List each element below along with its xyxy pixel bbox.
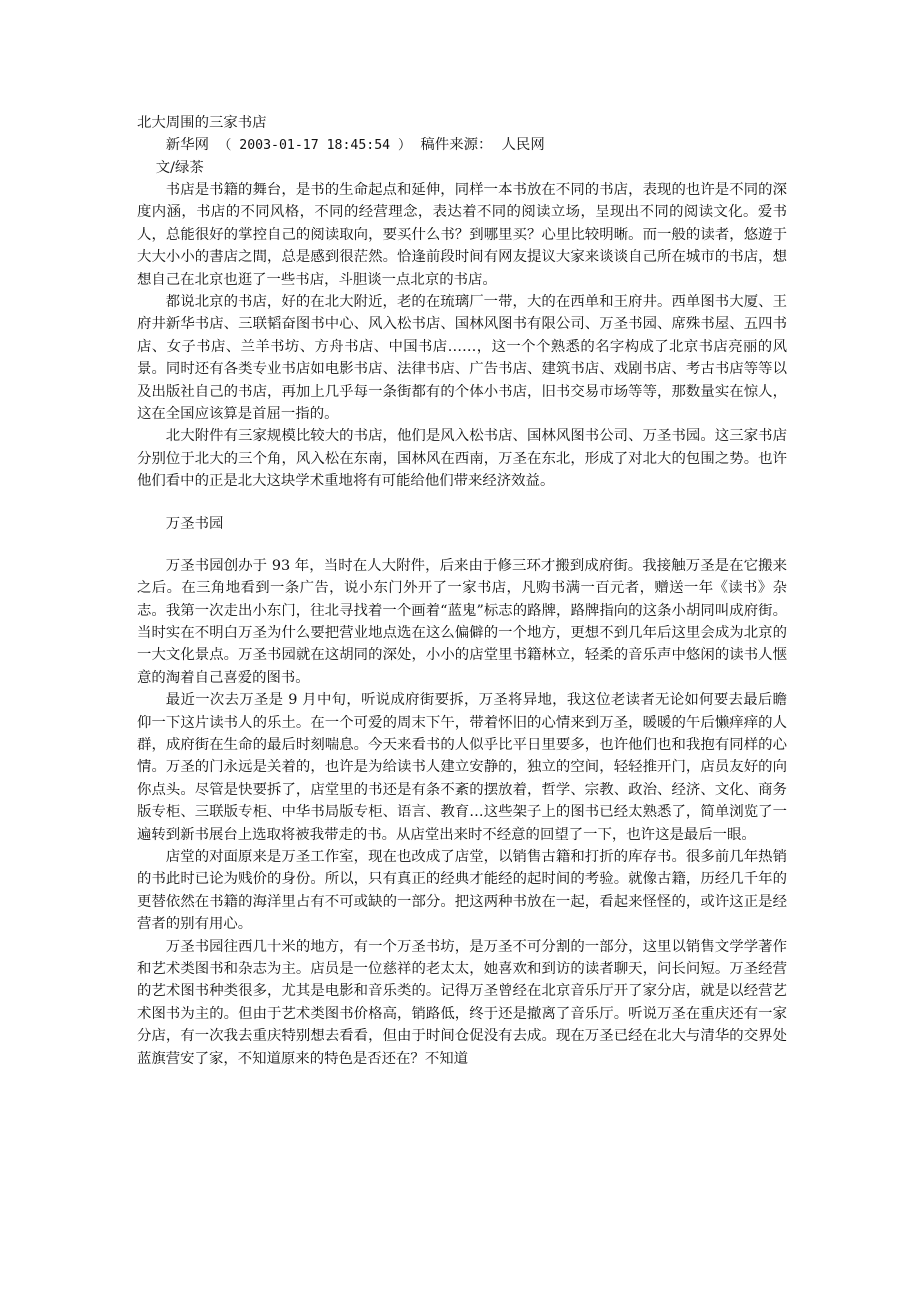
section-paragraph-4: 万圣书园往西几十米的地方，有一个万圣书坊，是万圣不可分割的一部分，这里以销售文学学著作和艺术类图书和杂志为主。店员是一位慈祥的老太太，她喜欢和到访的读者聊天，问长问短。万圣经营的艺术图书种类很多，尤其是电影和音乐类的。记得万圣曾经在北京音乐厅开了家分店，就是以经营艺术图书为主的。但由于艺术类图书价格高，销路低，终于还是撤离了音乐厅。听说万圣在重庆还有一家分店，有一次我去重庆特别想去看看，但由于时间仓促没有去成。现在万圣已经在北大与清华的交界处蓝旗营安了家，不知道原来的特色是否还在？不知道: [137, 938, 787, 1067]
section-title: 万圣书园: [165, 515, 224, 532]
section-paragraph-1: 万圣书园创办于 93 年，当时在人大附件，后来由于修三环才搬到成府街。我接触万圣是在它搬来之后。在三角地看到一条广告，说小东门外开了一家书店，凡购书满一百元者，赠送一年《读书》杂志。我第一次走出小东门，往北寻找着一个画着“蓝鬼”标志的路牌，路牌指向的这条小胡同叫成府街。当时实在不明白万圣为什么要把营业地点选在这么偏僻的一个地方，更想不到几年后这里会成为北京的一大文化景点。万圣书园就在这胡同的深处，小小的店堂里书籍林立，轻柔的音乐声中悠闲的读书人惬意的淘着自己喜爱的图书。: [137, 557, 787, 686]
article-title: 北大周围的三家书店: [137, 115, 267, 131]
intro-paragraph-2: 都说北京的书店，好的在北大附近，老的在琉璃厂一带，大的在西单和王府井。西单图书大厦、王府井新华书店、三联韬奋图书中心、风入松书店、国林风图书有限公司、万圣书园、席殊书屋、五四书店、女子书店、兰羊书坊、方舟书店、中国书店……，这一个个熟悉的名字构成了北京书店亮丽的风景。同时还有各类专业书店如电影书店、法律书店、广告书店、建筑书店、戏剧书店、考古书店等等以及出版社自己的书店，再加上几乎每一条街都有的个体小书店，旧书交易市场等等，那数量实在惊人，这在全国应该算是首屈一指的。: [137, 294, 787, 423]
section-paragraph-3: 店堂的对面原来是万圣工作室，现在也改成了店堂，以销售古籍和打折的库存书。很多前几年热销的书此时已论为贱价的身份。所以，只有真正的经典才能经的起时间的考验。就像古籍，历经几千年的更替依然在书籍的海洋里占有不可或缺的一部分。把这两种书放在一起，看起来怪怪的，或许这正是经营者的别有用心。: [137, 848, 787, 933]
article-meta: [137, 134, 787, 157]
meta-manuscript-value: 人民网: [501, 137, 545, 153]
intro-paragraph-3: 北大附件有三家规模比较大的书店，他们是风入松书店、国林风图书公司、万圣书园。这三家书店分别位于北大的三个角，风入松在东南，国林风在西南，万圣在东北，形成了对北大的包围之势。也许他们看中的正是北大这块学术重地将有可能给他们带来经济效益。: [137, 428, 787, 490]
intro-paragraph-1: 书店是书籍的舞台，是书的生命起点和延伸，同样一本书放在不同的书店，表现的也许是不同的深度内涵，书店的不同风格，不同的经营理念，表达着不同的阅读立场，呈现出不同的阅读文化。爱书人，总能很好的掌控自己的阅读取向，要买什么书？到哪里买？心里比较明晰。而一般的读者，悠遊于大大小小的書店之間，总是感到很茫然。恰逢前段时间有网友提议大家来谈谈自己所在城市的书店，想想自己在北京也逛了一些书店，斗胆谈一点北京的书店。: [137, 182, 787, 288]
meta-manuscript-label: 稿件来源：: [420, 137, 493, 153]
article-author: 文/绿茶: [155, 160, 204, 176]
document-page: [137, 112, 787, 1070]
meta-timestamp: （ 2003-01-17 18:45:54 ）: [218, 138, 412, 153]
section-paragraph-2: 最近一次去万圣是 9 月中旬，听说成府街要拆，万圣将异地，我这位老读者无论如何要去最后瞻仰一下这片读书人的乐土。在一个可爱的周末下午，带着怀旧的心情来到万圣，暖暖的午后懒痒痒的人群，成府街在生命的最后时刻喘息。今天来看书的人似乎比平日里要多，也许他们也和我抱有同样的心情。万圣的门永远是关着的，也许是为给读书人建立安静的，独立的空间，轻轻推开门，店员友好的向你点头。尽管是快要拆了，店堂里的书还是有条不紊的摆放着，哲学、宗教、政治、经济、文化、商务版专柜、三联版专柜、中华书局版专柜、语言、教育…这些架子上的图书已经太熟悉了，简单浏览了一遍转到新书展台上选取将被我带走的书。从店堂出来时不经意的回望了一下，也许这是最后一眼。: [137, 692, 787, 843]
meta-source: 新华网: [165, 137, 209, 153]
